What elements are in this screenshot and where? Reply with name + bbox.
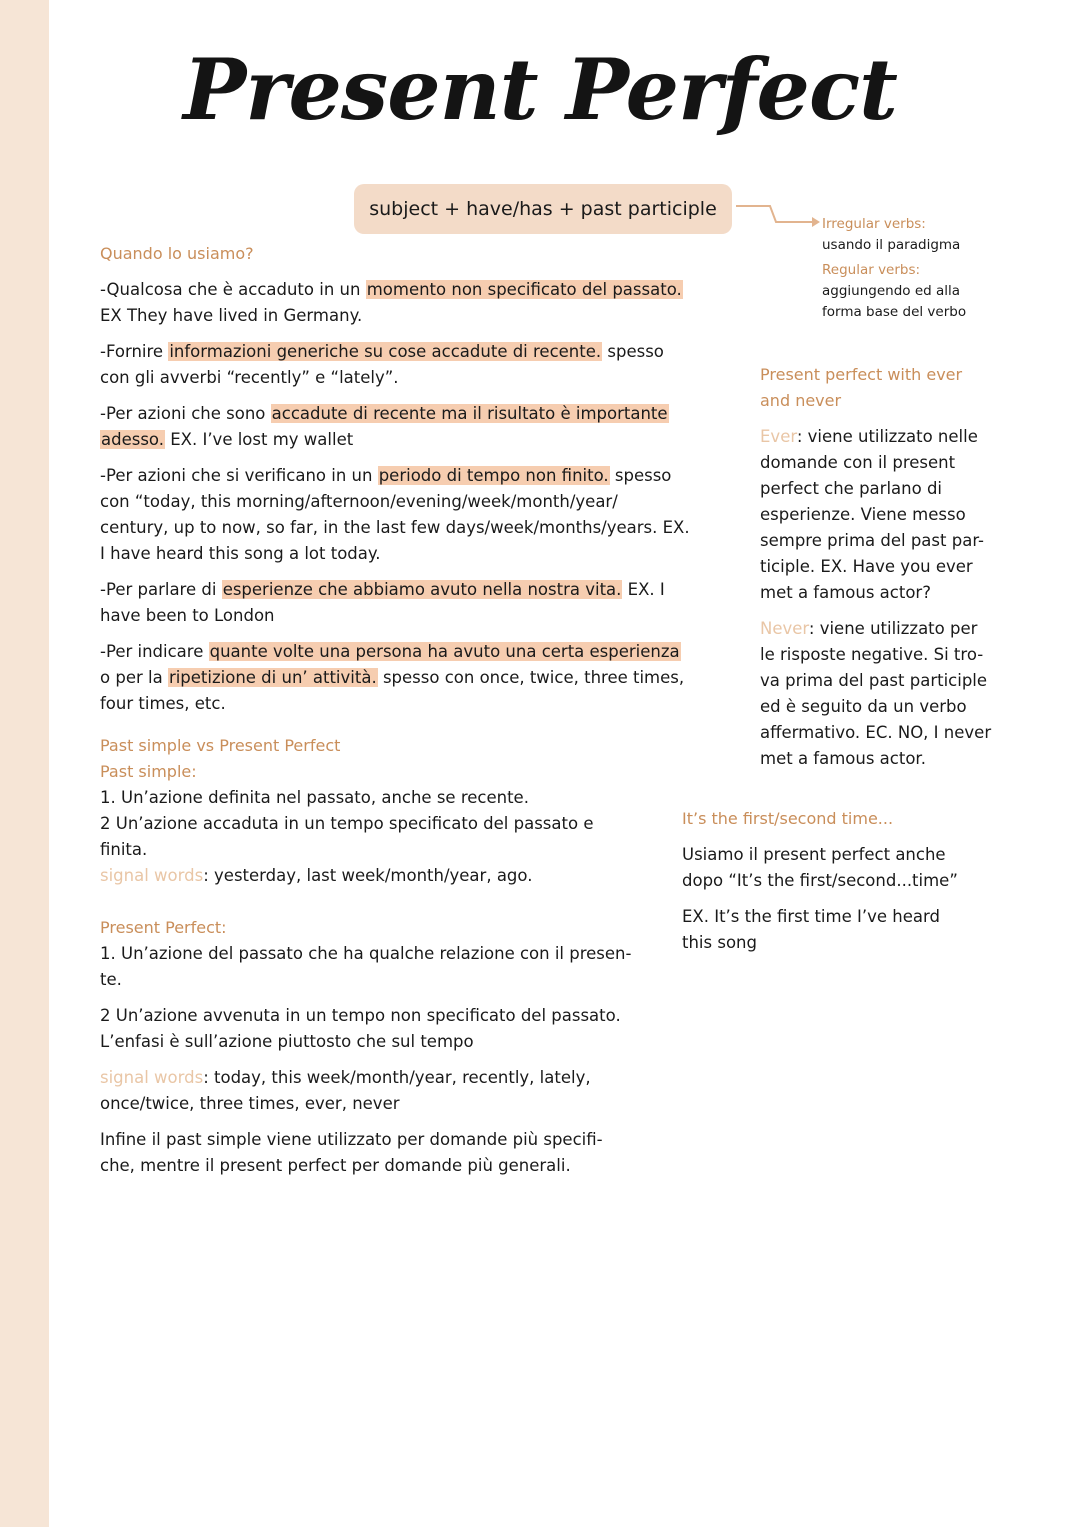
ps-signal-label: signal words <box>100 866 204 885</box>
first-time-example: EX. It’s the first time I’ve heard <box>682 907 940 926</box>
use-5 <box>100 577 750 629</box>
past-simple-2: 2 Un’azione accaduta in un tempo specificato del passato e <box>100 814 594 833</box>
first-time-text: Usiamo il present perfect anche <box>682 845 946 864</box>
use-5-example-b: have been to London <box>100 606 275 625</box>
use-5-text: -Per parlare di <box>100 580 222 599</box>
past-simple-1: 1. Un’azione definita nel passato, anche se recente. <box>100 788 529 807</box>
pp-signal-text-b: once/twice, three times, ever, never <box>100 1094 400 1113</box>
ever-text-3: perfect che parlano di <box>760 479 942 498</box>
use-1 <box>100 277 750 329</box>
ever-text-5: sempre prima del past par- <box>760 531 984 550</box>
use-2-text-b: spesso <box>602 342 664 361</box>
use-3-highlight-b: adesso. <box>101 430 164 449</box>
page-title: Present Perfect <box>183 40 897 139</box>
never-text-5: affermativo. EC. NO, I never <box>760 723 992 742</box>
use-3 <box>100 401 750 453</box>
never-text-6: met a famous actor. <box>760 749 926 768</box>
formula-box: subject + have/has + past participle <box>354 184 732 234</box>
compare-section <box>100 733 690 1179</box>
ps-signal-text: : yesterday, last week/month/year, ago. <box>203 866 533 885</box>
use-5-highlight: esperienze che abbiamo avuto nella nostra vita. <box>222 580 622 599</box>
never-label: Never <box>760 619 809 638</box>
ever-never-heading: Present perfect with ever <box>760 365 963 384</box>
use-5-example: EX. I <box>622 580 665 599</box>
compare-heading: Past simple vs Present Perfect <box>100 736 341 755</box>
use-3-highlight: accadute di recente ma il risultato è importante <box>271 404 668 423</box>
use-6-text-d: four times, etc. <box>100 694 226 713</box>
use-1-example: EX They have lived in Germany. <box>100 306 363 325</box>
present-perfect-1: 1. Un’azione del passato che ha qualche relazione con il presen- <box>100 944 632 963</box>
never-text-2: le risposte negative. Si tro- <box>760 645 984 664</box>
use-4-text: -Per azioni che si verificano in un <box>100 466 378 485</box>
uses-heading: Quando lo usiamo? <box>100 244 254 263</box>
ever-text-6: ticiple. EX. Have you ever <box>760 557 973 576</box>
use-4-text-d: century, up to now, so far, in the last few days/week/months/years. EX. <box>100 518 690 537</box>
use-6-text: -Per indicare <box>100 642 209 661</box>
final-note-b: che, mentre il present perfect per domande più generali. <box>100 1156 571 1175</box>
use-1-text: -Qualcosa che è accaduto in un <box>100 280 366 299</box>
use-4-text-b: spesso <box>609 466 672 485</box>
present-perfect-1b: te. <box>100 970 122 989</box>
first-time-heading: It’s the first/second time... <box>682 809 894 828</box>
ever-never-heading-b: and never <box>760 391 842 410</box>
never-text: : viene utilizzato per <box>808 619 978 638</box>
use-4-highlight: periodo di tempo non finito. <box>378 466 609 485</box>
ever-text-7: met a famous actor? <box>760 583 931 602</box>
use-2 <box>100 339 750 391</box>
ever-text-4: esperienze. Viene messo <box>760 505 966 524</box>
use-6-highlight-b: ripetizione di un’ attività. <box>168 668 377 687</box>
use-4 <box>100 463 750 567</box>
use-4-text-c: con “today, this morning/afternoon/evening/week/month/year/ <box>100 492 618 511</box>
present-perfect-2b: L’enfasi è sull’azione piuttosto che sul tempo <box>100 1032 474 1051</box>
never-text-3: va prima del past participle <box>760 671 988 690</box>
use-6-text-b: o per la <box>100 668 168 687</box>
past-simple-2b: finita. <box>100 840 148 859</box>
first-time-text-2: dopo “It’s the first/second...time” <box>682 871 958 890</box>
past-simple-heading: Past simple: <box>100 762 197 781</box>
present-perfect-heading: Present Perfect: <box>100 918 227 937</box>
use-6 <box>100 639 750 717</box>
use-2-highlight: informazioni generiche su cose accadute di recente. <box>169 342 602 361</box>
side-strip <box>0 0 49 1527</box>
verbs-note <box>822 214 1062 323</box>
regular-text-2: forma base del verbo <box>822 304 967 320</box>
ever-text-2: domande con il present <box>760 453 956 472</box>
use-2-text: -Fornire <box>100 342 169 361</box>
final-note: Infine il past simple viene utilizzato per domande più specifi- <box>100 1130 603 1149</box>
uses-section <box>100 241 750 717</box>
pp-signal-label: signal words <box>100 1068 204 1087</box>
arrow-right-icon <box>736 202 820 232</box>
use-3-example: EX. I’ve lost my wallet <box>164 430 354 449</box>
ever-text: : viene utilizzato nelle <box>796 427 978 446</box>
irregular-text: usando il paradigma <box>822 237 961 253</box>
use-6-text-c: spesso con once, twice, three times, <box>377 668 685 687</box>
use-6-highlight: quante volte una persona ha avuto una certa esperienza <box>209 642 680 661</box>
use-3-text: -Per azioni che sono <box>100 404 271 423</box>
first-time-section <box>682 806 1012 956</box>
regular-text-1: aggiungendo ed alla <box>822 283 961 299</box>
ever-label: Ever <box>760 427 797 446</box>
irregular-label: Irregular verbs: <box>822 216 926 232</box>
use-4-example: I have heard this song a lot today. <box>100 544 381 563</box>
use-1-highlight: momento non specificato del passato. <box>366 280 682 299</box>
pp-signal-text: : today, this week/month/year, recently, lately, <box>203 1068 591 1087</box>
never-text-4: ed è seguito da un verbo <box>760 697 967 716</box>
first-time-example-2: this song <box>682 933 757 952</box>
use-2-text-c: con gli avverbi “recently” e “lately”. <box>100 368 399 387</box>
present-perfect-2: 2 Un’azione avvenuta in un tempo non specificato del passato. <box>100 1006 621 1025</box>
ever-never-section <box>760 362 1030 772</box>
regular-label: Regular verbs: <box>822 262 921 278</box>
